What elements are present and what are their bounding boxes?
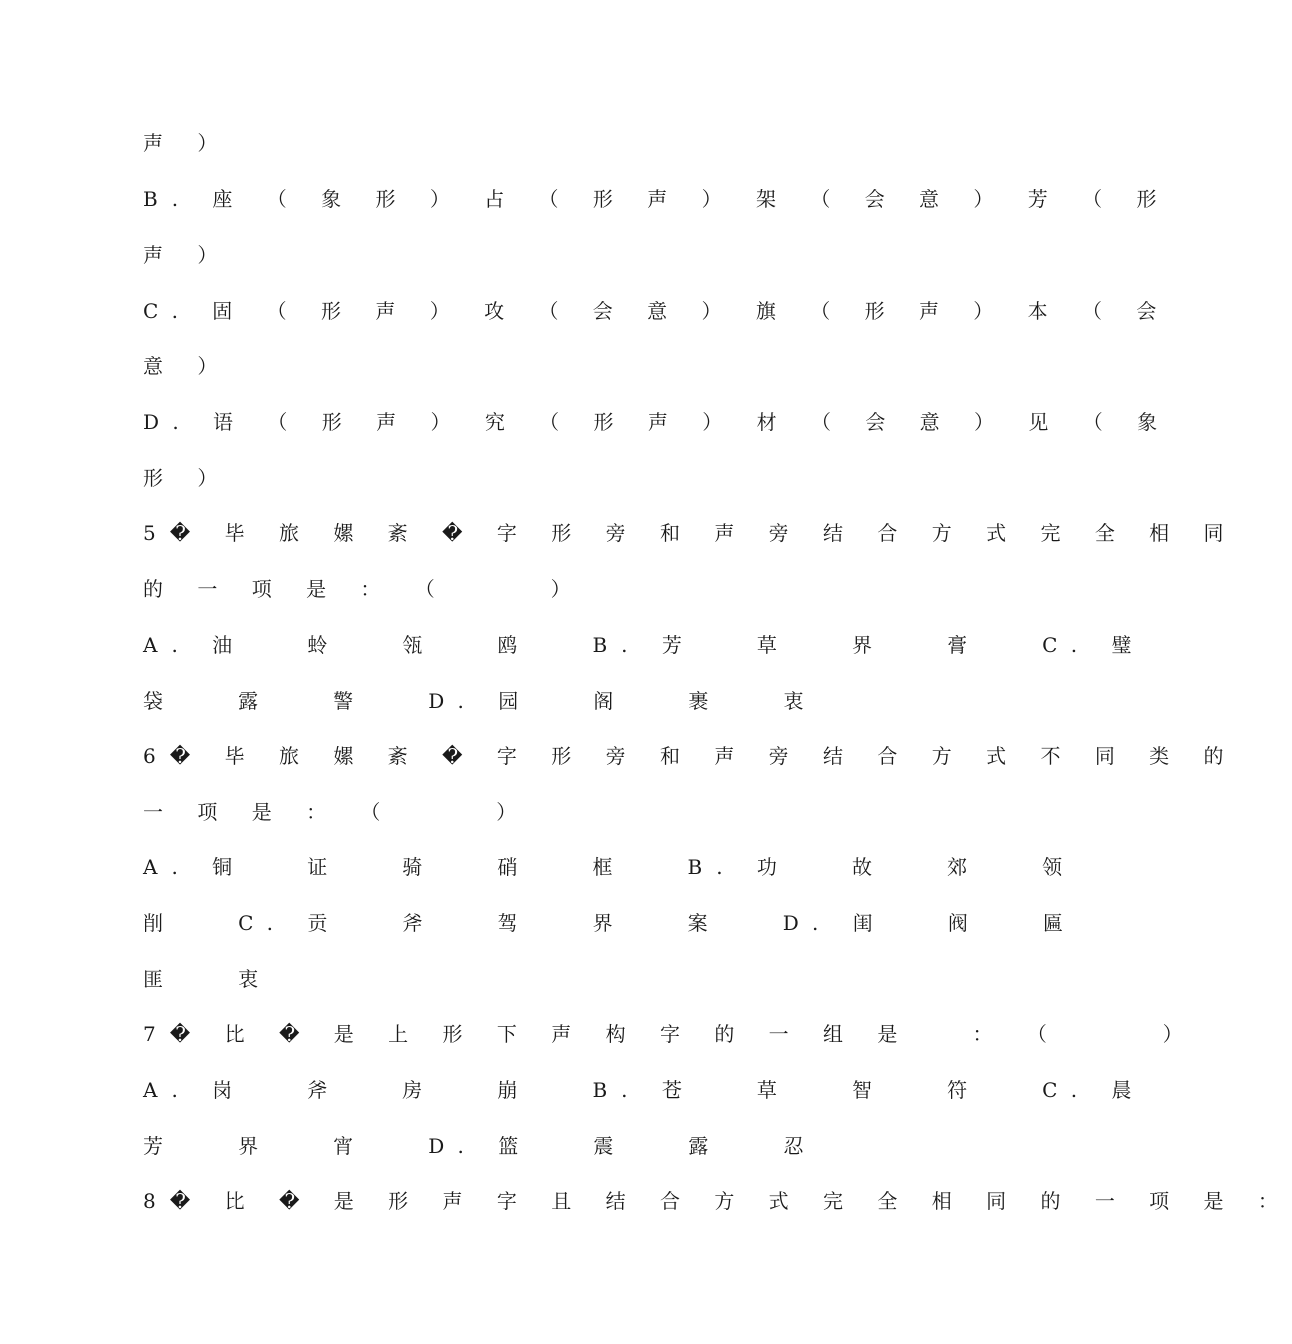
text-line: 意 ）: [143, 354, 232, 378]
text-line: 形 ）: [143, 466, 232, 490]
question-6-cont: 一 项 是 ： （ ）: [143, 800, 531, 824]
option-c-line: C. 固 （ 形 声 ） 攻 （ 会 意 ） 旗 （ 形 声 ） 本 （ 会: [143, 299, 1171, 323]
question-5: 5� 毕 旅 嫘 紊 � 字 形 旁 和 声 旁 结 合 方 式 完 全 相 同: [143, 521, 1238, 545]
question-6-options: A. 铜 证 骑 硝 框 B. 功 故 郊 领: [143, 855, 1077, 879]
question-5-options: A. 油 蛉 瓴 鸥 B. 芳 草 界 膏 C. 璧: [143, 633, 1146, 657]
question-7-options-cont: 芳 界 宵 D. 篮 震 露 忍: [143, 1134, 818, 1158]
question-7-options: A. 岗 斧 房 崩 B. 苍 草 智 符 C. 晨: [143, 1078, 1146, 1102]
option-b-line: B. 座 （ 象 形 ） 占 （ 形 声 ） 架 （ 会 意 ） 芳 （ 形: [143, 187, 1171, 211]
question-6-options-cont: 削 C. 贡 斧 驾 界 案 D. 闺 阀 匾: [143, 911, 1077, 935]
question-5-cont: 的 一 项 是 ： （ ）: [143, 577, 585, 601]
question-5-options-cont: 袋 露 警 D. 园 阁 裹 衷: [143, 689, 818, 713]
question-6: 6� 毕 旅 嫘 紊 � 字 形 旁 和 声 旁 结 合 方 式 不 同 类 的: [143, 744, 1238, 768]
question-7: 7� 比 � 是 上 形 下 声 构 字 的 一 组 是 ： （ ）: [143, 1022, 1197, 1046]
text-line: 声 ）: [143, 131, 232, 155]
text-line: 声 ）: [143, 243, 232, 267]
question-6-options-end: 匪 衷: [143, 967, 273, 991]
option-d-line: D. 语 （ 形 声 ） 究 （ 形 声 ） 材 （ 会 意 ） 见 （ 象: [143, 410, 1172, 434]
question-8: 8� 比 � 是 形 声 字 且 结 合 方 式 完 全 相 同 的 一 项 是 ：: [143, 1189, 1292, 1213]
